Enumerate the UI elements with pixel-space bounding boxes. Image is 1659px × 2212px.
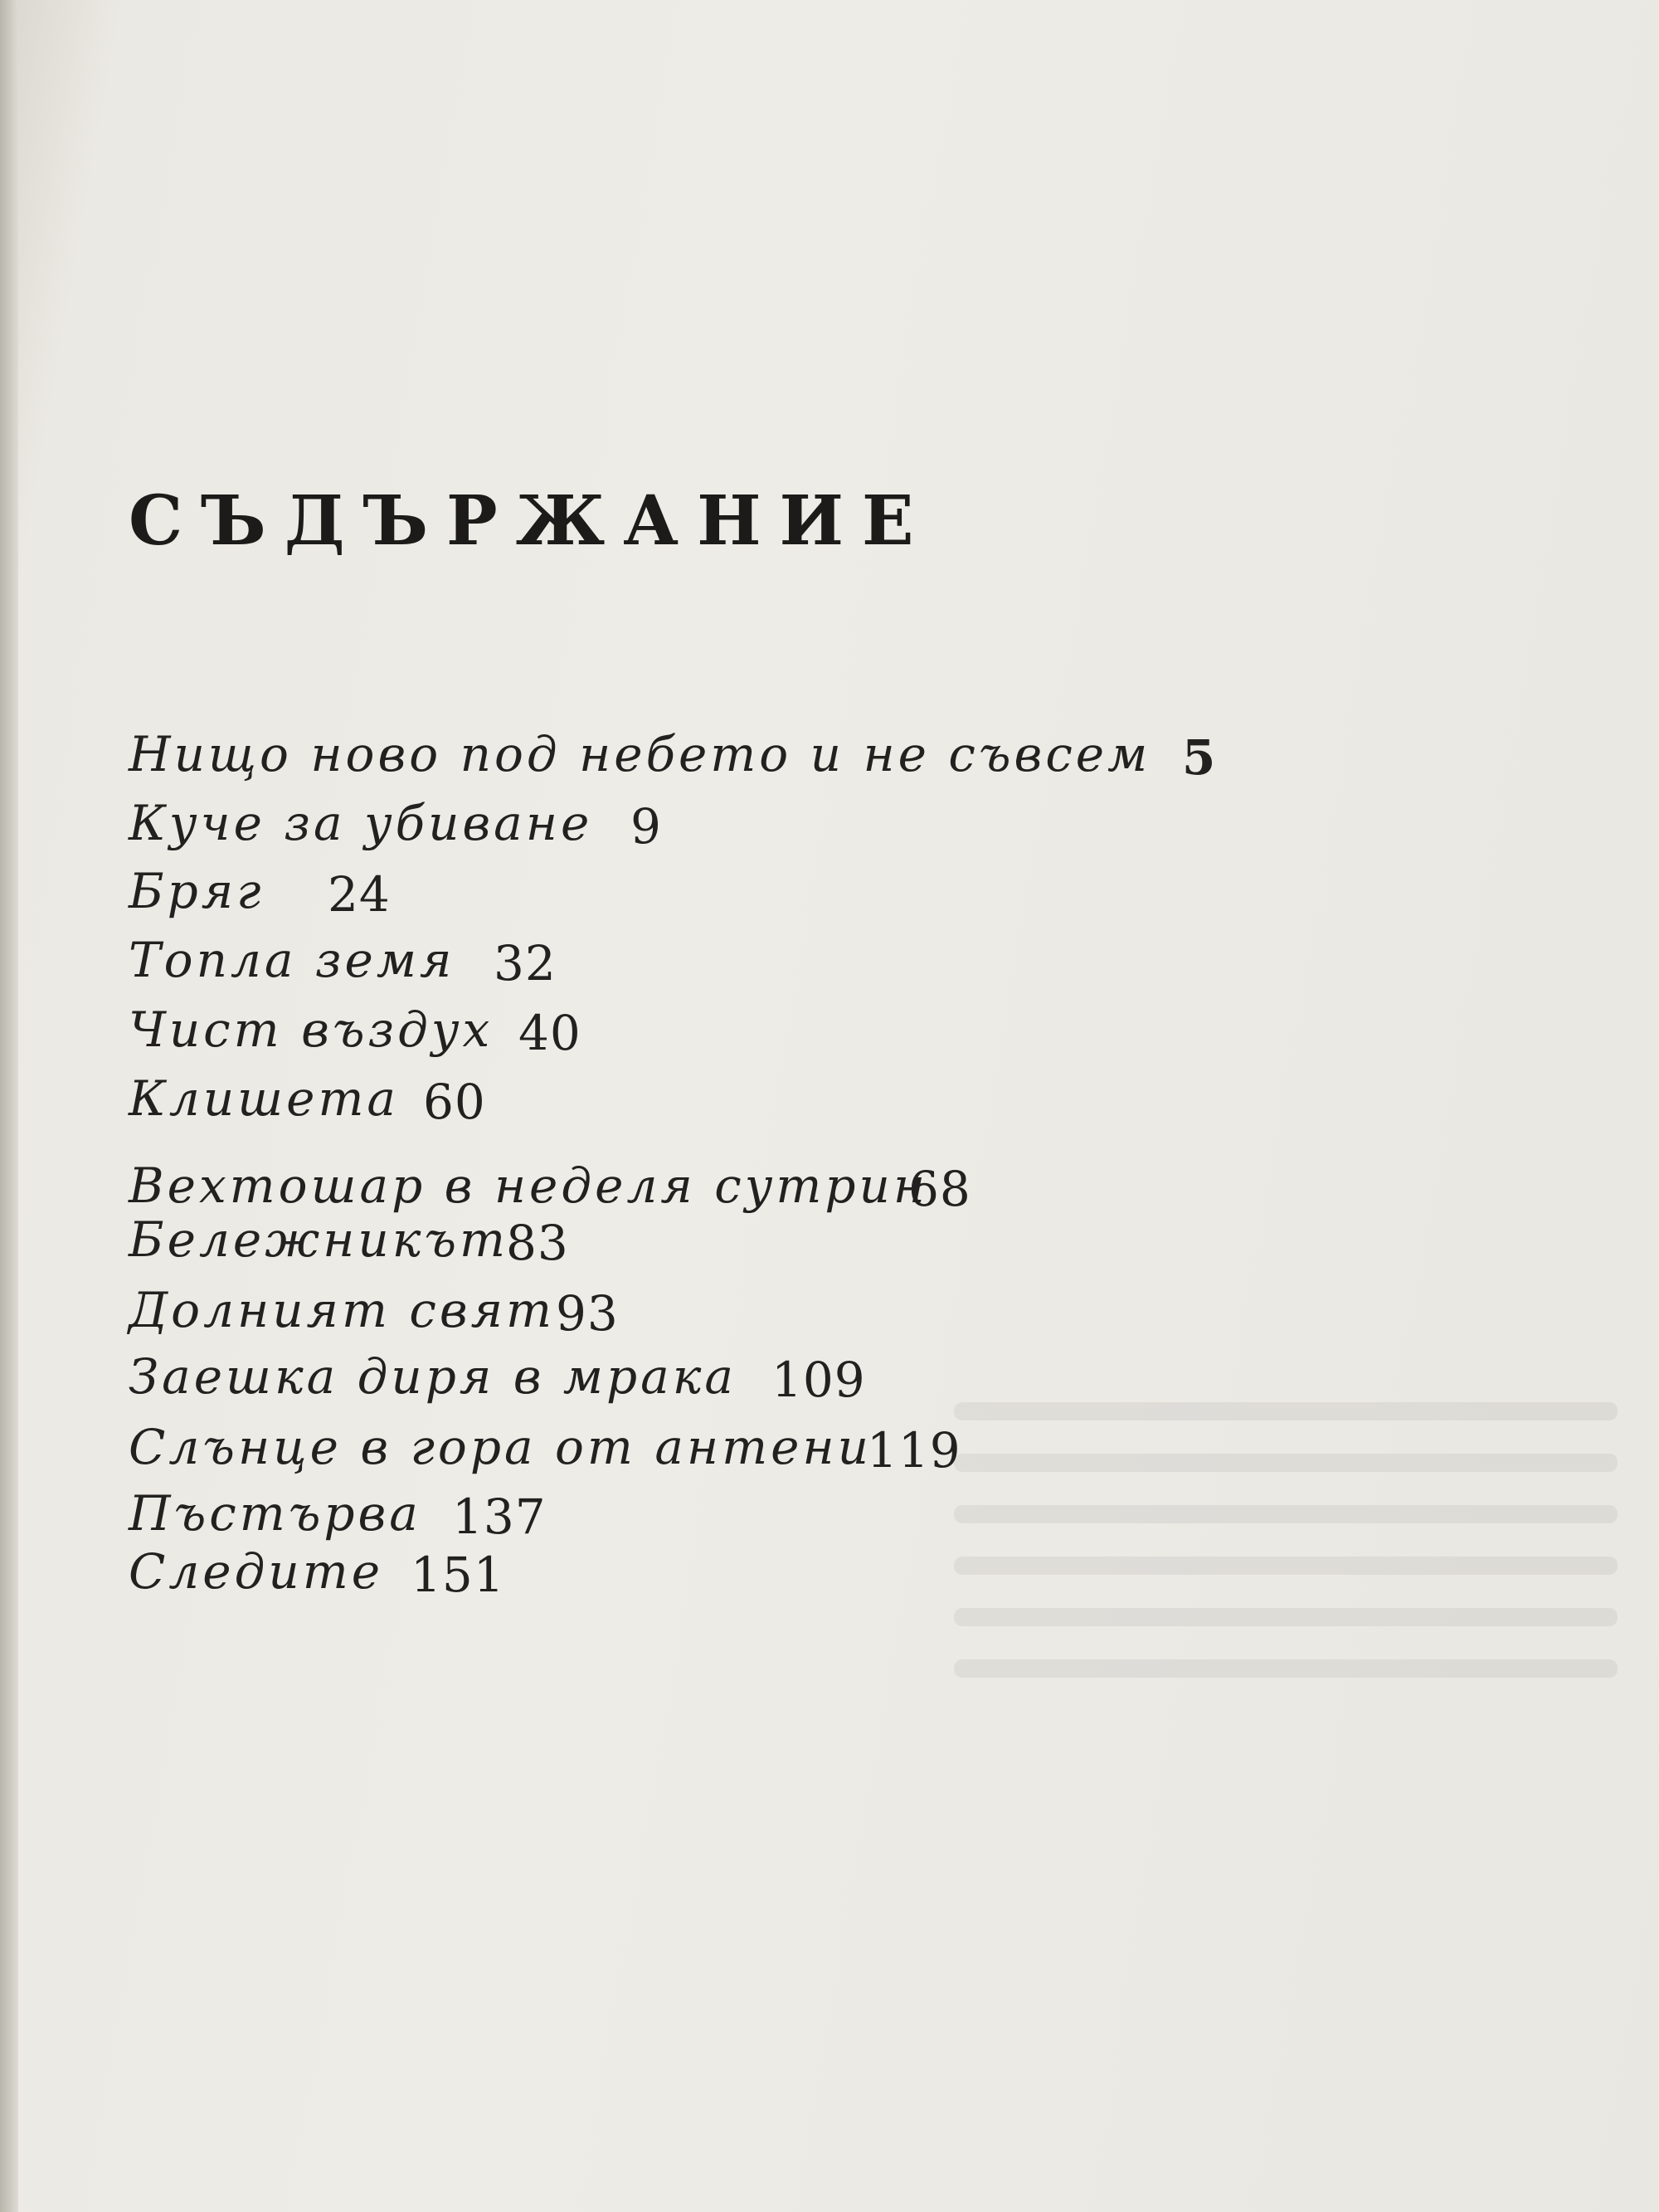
toc-entry (129, 1419, 961, 1479)
toc-entry-page: 68 (908, 1161, 971, 1217)
toc-entry-page: 137 (452, 1488, 547, 1545)
toc-entry-title: Вехтошар в неделя сутрин (129, 1157, 929, 1214)
toc-entry-page: 60 (423, 1074, 486, 1130)
toc-entry-title: Следите (129, 1543, 384, 1600)
toc-entry-title: Куче за убиване (129, 795, 593, 851)
toc-entry-page: 32 (494, 935, 557, 992)
toc-entry-title: Топла земя (129, 932, 455, 988)
toc-entry-page: 93 (556, 1285, 619, 1342)
toc-entry-title: Нищо ново под небето и не съвсем (129, 726, 1151, 782)
toc-entry-page: 83 (506, 1215, 569, 1271)
toc-entry (129, 1348, 866, 1408)
toc-entry (129, 1282, 619, 1342)
toc-entry-page: 5 (1182, 729, 1217, 786)
toc-entry (129, 795, 662, 855)
toc-entry-title: Пъстърва (129, 1485, 421, 1542)
toc-entry-title: Заешка диря в мрака (129, 1348, 737, 1405)
toc-entry-title: Чист въздух (129, 1001, 494, 1058)
toc-entry (129, 1157, 971, 1217)
toc-entry-page: 9 (630, 798, 662, 855)
toc-entry-page: 40 (518, 1005, 581, 1061)
toc-entry-title: Бележникът (129, 1211, 508, 1268)
toc-entry (129, 1543, 505, 1603)
table-of-contents (129, 0, 1539, 2212)
toc-entry (129, 1211, 569, 1271)
toc-entry-title: Долният свят (129, 1282, 556, 1338)
toc-entry (129, 726, 1217, 786)
book-spine-shadow (0, 0, 18, 2212)
toc-entry (129, 863, 391, 923)
toc-entry (129, 1485, 547, 1545)
toc-entry (129, 1001, 581, 1061)
toc-entry-title: Клишета (129, 1070, 400, 1127)
toc-entry-title: Слънце в гора от антени (129, 1419, 872, 1475)
page-title: СЪДЪРЖАНИЕ (129, 481, 932, 561)
toc-entry-title: Бряг (129, 863, 265, 919)
toc-entry (129, 1070, 486, 1130)
toc-entry-page: 109 (771, 1352, 866, 1408)
toc-entry-page: 151 (411, 1547, 505, 1603)
toc-entry-page: 24 (328, 866, 391, 923)
toc-entry-page: 119 (867, 1422, 961, 1479)
toc-entry (129, 932, 557, 992)
